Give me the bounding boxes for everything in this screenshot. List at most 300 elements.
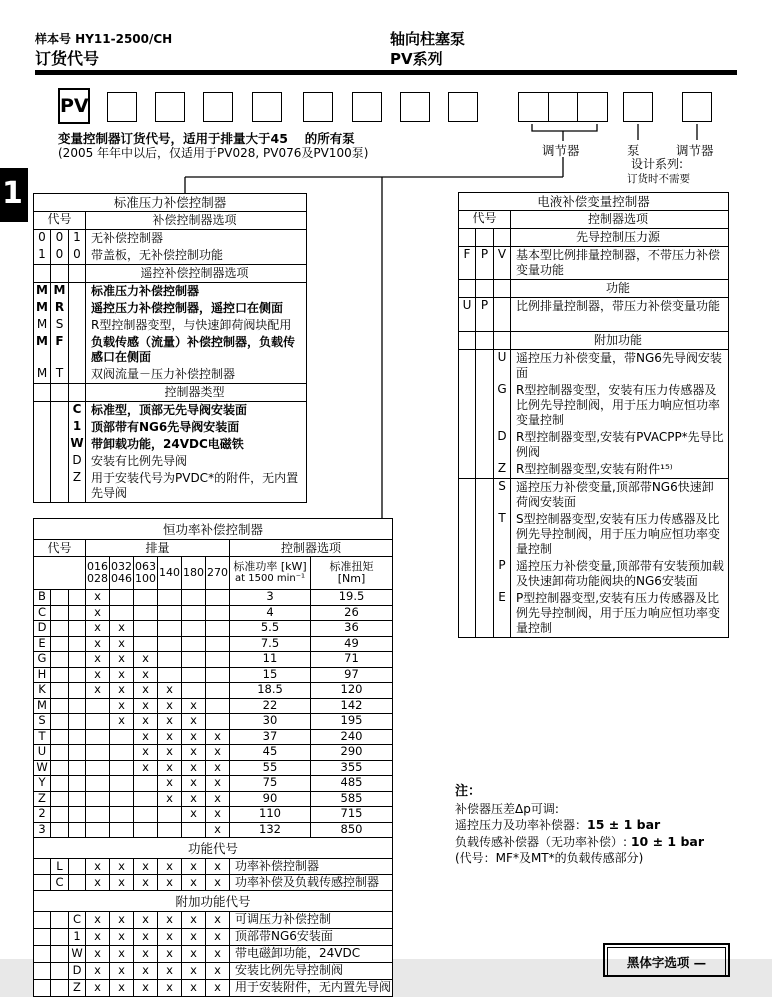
code-cell: [69, 714, 86, 729]
code-cell: [69, 792, 86, 807]
mark-cell: x: [206, 776, 230, 791]
code-cell: M: [34, 366, 51, 383]
code-cell: [476, 382, 494, 429]
code-cell: [34, 402, 51, 419]
mark-cell: x: [110, 668, 134, 683]
code-description: R型控制器变型，与快速卸荷阀块配用: [91, 318, 292, 332]
table-row: [34, 589, 392, 605]
mark-cell: [206, 714, 230, 729]
mark-cell: x: [206, 792, 230, 807]
code-cell: 0: [51, 247, 69, 264]
code-cell: 1: [69, 419, 86, 436]
mark-cell: x: [110, 946, 134, 962]
code-cell: 0: [51, 230, 69, 247]
code-cell: [459, 350, 476, 382]
code-cell: S: [494, 479, 511, 511]
mark-cell: x: [110, 714, 134, 729]
code-cell: [51, 453, 69, 470]
code-cell: [459, 382, 476, 429]
mark-cell: x: [182, 776, 206, 791]
code-block: [459, 246, 728, 279]
mark-cell: x: [134, 668, 158, 683]
power-value: 5.5: [230, 621, 311, 636]
mark-cell: x: [134, 699, 158, 714]
table-row: [34, 682, 392, 698]
mark-cell: x: [86, 683, 110, 698]
mark-cell: [134, 776, 158, 791]
mark-cell: [86, 714, 110, 729]
torque-value: 240: [340, 728, 363, 743]
mark-cell: [134, 792, 158, 807]
torque-value: 585: [340, 790, 363, 805]
product-title: 轴向柱塞泵: [390, 30, 466, 48]
code-cell: E: [494, 590, 511, 637]
code-cell: [69, 384, 86, 401]
torque-value: 26: [344, 604, 359, 619]
mark-cell: [182, 823, 206, 838]
table-row: [34, 760, 392, 776]
mark-cell: [158, 606, 182, 621]
bold-options-box: [603, 943, 730, 977]
mark-cell: [86, 730, 110, 745]
page-title: 订货代号: [35, 49, 100, 68]
code-description: 无补偿控制器: [91, 231, 164, 245]
code-cell: [69, 875, 86, 890]
code-cell: [476, 590, 494, 637]
code-cell: [69, 776, 86, 791]
power-value: 15: [230, 668, 311, 683]
mark-cell: [134, 637, 158, 652]
mark-cell: x: [86, 875, 110, 890]
displacement-size: 028: [87, 572, 108, 585]
code-row: [34, 470, 306, 502]
mark-cell: [182, 652, 206, 667]
mark-cell: x: [110, 875, 134, 890]
power-value: 110: [230, 807, 311, 822]
row-description: 顶部带NG6安装面: [235, 929, 333, 943]
mark-cell: x: [86, 637, 110, 652]
code-cell: M: [51, 283, 69, 300]
code-cell: 1: [69, 929, 86, 945]
code-cell: [34, 453, 51, 470]
code-row: [459, 461, 728, 478]
code-cell: [51, 912, 69, 928]
code-cell: [34, 557, 86, 589]
mark-cell: [206, 621, 230, 636]
table-row: [34, 605, 392, 621]
section-row: [459, 331, 728, 349]
mark-cell: x: [158, 963, 182, 979]
code-row: [459, 298, 728, 331]
code-cell: [34, 929, 51, 945]
code-cell: [476, 350, 494, 382]
code-cell: [51, 384, 69, 401]
mark-cell: x: [206, 929, 230, 945]
code-cell: [51, 683, 69, 698]
torque-value: 49: [344, 635, 359, 650]
code-cell: [69, 683, 86, 698]
code-description: 用于安装代号为PVDC*的附件，无内置先导阀: [91, 471, 299, 500]
code-cell: M: [34, 317, 51, 334]
displacement-size: 063: [135, 560, 156, 573]
code-cell: T: [494, 511, 511, 558]
code-cell: [51, 730, 69, 745]
code-cell: C: [51, 875, 69, 890]
displacement-size: 100: [135, 572, 156, 585]
code-description: S型控制器变型,安装有压力传感器及比例先导控制阀，用于压力响应恒功率变量控制: [516, 512, 721, 556]
notes-line: 补偿器压差Δp可调:: [455, 801, 559, 816]
code-cell: [51, 652, 69, 667]
displacement-size-header: [206, 557, 230, 589]
mark-cell: x: [134, 730, 158, 745]
code-cell: [476, 229, 494, 246]
code-cell: Y: [34, 776, 51, 791]
code-cell: 0: [34, 230, 51, 247]
notes-line: [455, 817, 755, 834]
code-cell: [51, 419, 69, 436]
code-cell: [34, 470, 51, 502]
mark-cell: x: [86, 590, 110, 605]
torque-value: 850: [340, 821, 363, 836]
code-block: [34, 401, 306, 502]
mark-cell: x: [158, 929, 182, 945]
code-box-regulator-group: [518, 92, 608, 122]
code-cell: 0: [69, 247, 86, 264]
code-block: [459, 297, 728, 331]
notes-value: 10 ± 1 bar: [630, 833, 705, 849]
torque-value: 71: [344, 651, 359, 665]
mark-cell: x: [134, 912, 158, 928]
mark-cell: [182, 606, 206, 621]
table-subheader: [459, 210, 728, 228]
mark-cell: x: [206, 980, 230, 996]
mark-cell: [86, 776, 110, 791]
mark-cell: x: [206, 807, 230, 822]
mark-cell: x: [86, 621, 110, 636]
mark-cell: x: [182, 859, 206, 874]
mark-cell: [158, 652, 182, 667]
code-box: [107, 92, 137, 122]
code-row: [459, 429, 728, 461]
power-value: 75: [230, 776, 311, 791]
electrohydraulic-compensator-table: [458, 192, 729, 638]
code-cell: [476, 461, 494, 478]
code-column-header: 代号: [34, 540, 86, 556]
mark-cell: x: [86, 980, 110, 996]
mark-cell: [158, 637, 182, 652]
mark-cell: [110, 745, 134, 760]
code-cell: W: [34, 761, 51, 776]
mark-cell: x: [158, 792, 182, 807]
mark-cell: x: [158, 714, 182, 729]
table-row: [34, 806, 392, 822]
torque-value: 19.5: [338, 589, 365, 603]
code-cell: [69, 621, 86, 636]
mark-cell: [182, 683, 206, 698]
code-description: 顶部带有NG6先导阀安装面: [91, 420, 240, 434]
code-cell: U: [494, 350, 511, 382]
mark-cell: [182, 621, 206, 636]
mark-cell: x: [206, 761, 230, 776]
code-row: [459, 590, 728, 637]
code-cell: [51, 470, 69, 502]
code-row: [34, 436, 306, 453]
mark-cell: x: [182, 807, 206, 822]
code-row: [34, 300, 306, 317]
power-column-header: [230, 557, 311, 589]
code-cell: B: [34, 590, 51, 605]
code-row: [34, 230, 306, 247]
options-column-header: 控制器选项: [587, 212, 648, 226]
code-cell: [69, 652, 86, 667]
mark-cell: x: [134, 761, 158, 776]
label-regulator-left: 调节器: [542, 143, 580, 158]
mark-cell: [206, 683, 230, 698]
power-value: 4: [230, 606, 311, 621]
mark-cell: x: [86, 652, 110, 667]
mark-cell: x: [182, 699, 206, 714]
mark-cell: [110, 761, 134, 776]
torque-header-line: 标准扭矩: [329, 560, 374, 573]
code-description: 标准型，顶部无先导阀安装面: [91, 403, 248, 417]
mark-cell: x: [134, 946, 158, 962]
code-cell: [51, 436, 69, 453]
code-cell: [69, 590, 86, 605]
mark-cell: x: [206, 875, 230, 890]
bold-options-label: 黑体字选项 —: [607, 947, 726, 977]
power-header-line: at 1500 min⁻¹: [235, 573, 305, 584]
power-value: 90: [230, 792, 311, 807]
code-row: [459, 511, 728, 558]
code-cell: D: [69, 963, 86, 979]
table-row: [34, 979, 392, 996]
code-block: [459, 478, 728, 637]
displacement-size-header: [86, 557, 110, 589]
section-label: 功能: [605, 281, 630, 295]
code-cell: [51, 823, 69, 838]
code-cell: K: [34, 683, 51, 698]
displacement-size-header: [134, 557, 158, 589]
code-cell: [494, 298, 511, 331]
mark-cell: [206, 606, 230, 621]
code-cell: [476, 558, 494, 590]
torque-column-header: [311, 557, 392, 589]
mark-cell: [134, 621, 158, 636]
row-description: 可调压力补偿控制: [235, 912, 332, 926]
mark-cell: [182, 668, 206, 683]
mark-cell: [158, 590, 182, 605]
code-cell: 1: [34, 247, 51, 264]
mark-cell: x: [86, 668, 110, 683]
code-cell: [69, 265, 86, 282]
code-cell: [476, 479, 494, 511]
code-cell: [69, 606, 86, 621]
code-cell: [51, 621, 69, 636]
function-code-section: 功能代号: [34, 837, 392, 858]
code-cell: T: [34, 730, 51, 745]
mark-cell: x: [182, 946, 206, 962]
displacement-size: 016: [87, 560, 108, 573]
power-value: 45: [230, 745, 311, 760]
code-cell: P: [494, 558, 511, 590]
mark-cell: x: [134, 980, 158, 996]
code-cell: D: [69, 453, 86, 470]
mark-cell: x: [158, 912, 182, 928]
table-row: [34, 713, 392, 729]
code-cell: [51, 265, 69, 282]
code-description: 负载传感（流量）补偿控制器，负载传感口在侧面: [91, 335, 296, 364]
code-cell: C: [69, 402, 86, 419]
header-rule: [35, 70, 737, 75]
code-row: [34, 366, 306, 383]
code-cell: [459, 332, 476, 349]
power-value: 132: [230, 823, 311, 838]
code-cell: [69, 334, 86, 366]
torque-value: 290: [340, 744, 363, 758]
column-header-row: [34, 556, 392, 589]
mark-cell: x: [134, 652, 158, 667]
code-cell: S: [34, 714, 51, 729]
mark-cell: x: [86, 929, 110, 945]
code-cell: [459, 461, 476, 478]
mark-cell: x: [134, 929, 158, 945]
code-cell: [494, 332, 511, 349]
code-description: P型控制器变型,安装有压力传感器及比例先导控制阀，用于压力响应恒功率变量控制: [516, 591, 721, 635]
options-header: 控制器选项: [280, 541, 341, 555]
code-box: [578, 93, 607, 121]
code-block: [459, 349, 728, 478]
code-description: 基本型比例排量控制器，不带压力补偿变量功能: [516, 248, 721, 277]
code-cell: [51, 714, 69, 729]
torque-value: 97: [344, 666, 359, 681]
code-cell: [69, 668, 86, 683]
displacement-size: 140: [159, 566, 180, 579]
group-header-row: [34, 539, 392, 556]
table-subheader: [34, 211, 306, 229]
code-description: 遥控压力补偿变量,顶部带有安装预加载及快速卸荷功能阀块的NG6安装面: [516, 559, 724, 588]
code-cell: [459, 511, 476, 558]
code-cell: [69, 300, 86, 317]
code-cell: C: [69, 912, 86, 928]
mark-cell: x: [158, 859, 182, 874]
code-cell: [69, 807, 86, 822]
code-cell: [476, 429, 494, 461]
code-cell: [51, 776, 69, 791]
power-value: 37: [230, 730, 311, 745]
mark-cell: x: [182, 963, 206, 979]
mark-cell: x: [134, 963, 158, 979]
table-row: [34, 858, 392, 874]
code-cell: M: [34, 699, 51, 714]
code-cell: F: [51, 334, 69, 366]
code-description: 带盖板，无补偿控制功能: [91, 248, 224, 262]
mark-cell: x: [182, 761, 206, 776]
displacement-size: 270: [207, 566, 228, 579]
mark-cell: x: [110, 683, 134, 698]
mark-cell: x: [206, 859, 230, 874]
code-description: 比例排量控制器，带压力补偿变量功能: [516, 299, 721, 313]
row-description: 功率补偿及负载传感控制器: [235, 875, 380, 889]
mark-cell: x: [110, 859, 134, 874]
code-note-line2: (2005 年年中以后，仅适用于PV028, PV076及PV100泵): [58, 146, 369, 160]
mark-cell: x: [182, 792, 206, 807]
mark-cell: [134, 823, 158, 838]
notes-line: [455, 834, 755, 851]
code-cell: Z: [34, 792, 51, 807]
mark-cell: x: [158, 699, 182, 714]
code-cell: F: [459, 247, 476, 279]
code-cell: W: [69, 436, 86, 453]
table-title: 电液补偿变量控制器: [537, 194, 650, 209]
code-cell: M: [34, 334, 51, 366]
mark-cell: x: [110, 963, 134, 979]
mark-cell: [158, 823, 182, 838]
code-cell: [69, 637, 86, 652]
section-label: 遥控补偿控制器选项: [140, 266, 249, 280]
mark-cell: x: [182, 980, 206, 996]
torque-value: 195: [340, 713, 363, 727]
mark-cell: x: [158, 730, 182, 745]
code-cell: [69, 317, 86, 334]
code-cell: [51, 699, 69, 714]
notes-line: (代号：MF*及MT*的负载传感部分): [455, 851, 644, 865]
displacement-size: 032: [111, 560, 132, 573]
mark-cell: [206, 590, 230, 605]
table-title: 标准压力补偿控制器: [113, 195, 227, 210]
mark-cell: x: [206, 745, 230, 760]
displacement-size: 180: [183, 566, 204, 579]
code-cell: [476, 280, 494, 297]
table-title: 恒功率补偿控制器: [162, 522, 263, 537]
code-cell: [34, 980, 51, 996]
table-row: [34, 822, 392, 838]
code-description: 安装有比例先导阀: [91, 454, 188, 468]
mark-cell: x: [158, 776, 182, 791]
mark-cell: [110, 792, 134, 807]
section-row: [34, 383, 306, 401]
row-description: 安装比例先导控制阀: [235, 963, 344, 977]
torque-value: 485: [340, 775, 363, 789]
code-row: [34, 419, 306, 436]
power-value: 30: [230, 714, 311, 729]
code-block: [34, 229, 306, 264]
code-box: [252, 92, 282, 122]
code-cell: [69, 859, 86, 874]
power-value: 11: [230, 652, 311, 667]
code-cell: G: [34, 652, 51, 667]
code-cell: U: [459, 298, 476, 331]
mark-cell: x: [86, 859, 110, 874]
code-box: [155, 92, 185, 122]
mark-cell: x: [182, 929, 206, 945]
code-box-prefix: PV: [58, 88, 90, 124]
mark-cell: x: [182, 875, 206, 890]
code-box: [303, 92, 333, 122]
code-cell: [69, 366, 86, 383]
section-row: [459, 228, 728, 246]
table-row: [34, 729, 392, 745]
mark-cell: x: [134, 683, 158, 698]
code-row: [34, 247, 306, 264]
code-cell: L: [51, 859, 69, 874]
table-row: [34, 744, 392, 760]
code-cell: [459, 558, 476, 590]
table-row: [34, 620, 392, 636]
code-column-header: 代号: [34, 212, 86, 229]
code-box: [400, 92, 430, 122]
mark-cell: x: [158, 761, 182, 776]
notes-title: 注：: [455, 784, 482, 799]
